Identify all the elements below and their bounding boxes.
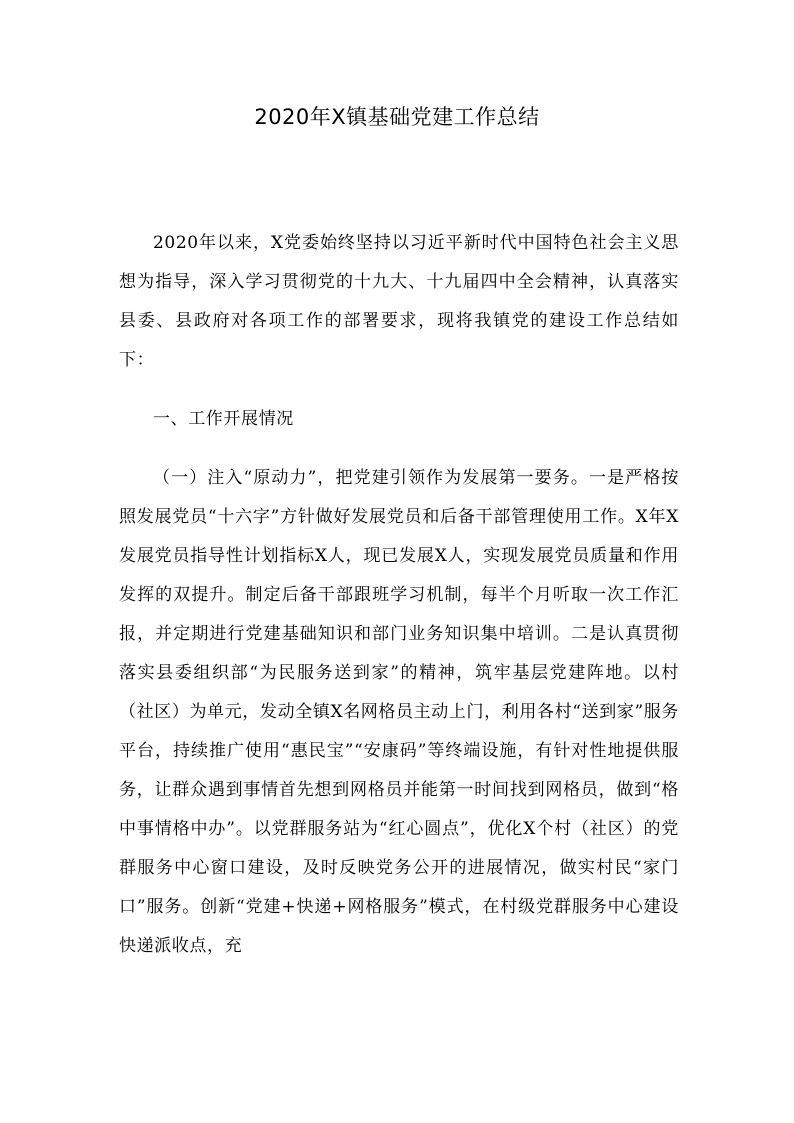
document-body [119,224,679,966]
intro-paragraph: 2020年以来，X党委始终坚持以习近平新时代中国特色社会主义思想为指导，深入学习贯彻党的十九大、十九届四中全会精神，认真落实县委、县政府对各项工作的部署要求，现将我镇党的建设工作总结如下： [119,233,679,370]
document-title: 2020年X镇基础党建工作总结 [254,105,540,129]
section-heading: 一、工作开展情况 [153,409,294,429]
body-paragraph: （一）注入“原动力”，把党建引领作为发展第一要务。一是严格按照发展党员“十六字”方针做好发展党员和后备干部管理使用工作。X年X发展党员指导性计划指标X人，现已发展X人，实现发展党员质量和作用发挥的双提升。制定后备干部跟班学习机制，每半个月听取一次工作汇报，并定期进行党建基础知识和部门业务知识集中培训。二是认真贯彻落实县委组织部“为民服务送到家”的精神，筑牢基层党建阵地。以村（社区）为单元，发动全镇X名网格员主动上门，利用各村“送到家”服务平台，持续推广使用“惠民宝”“安康码”等终端设施，有针对性地提供服务，让群众遇到事情首先想到网格员并能第一时间找到网格员，做到“格中事情格中办”。以党群服务站为“红心圆点”，优化X个村（社区）的党群服务中心窗口建设，及时反映党务公开的进展情况，做实村民“家门口”服务。创新“党建+快递+网格服务”模式，在村级党群服务中心建设快递派收点，充 [119,468,679,956]
paragraph-spacer [119,439,679,459]
paragraph-spacer [119,380,679,400]
